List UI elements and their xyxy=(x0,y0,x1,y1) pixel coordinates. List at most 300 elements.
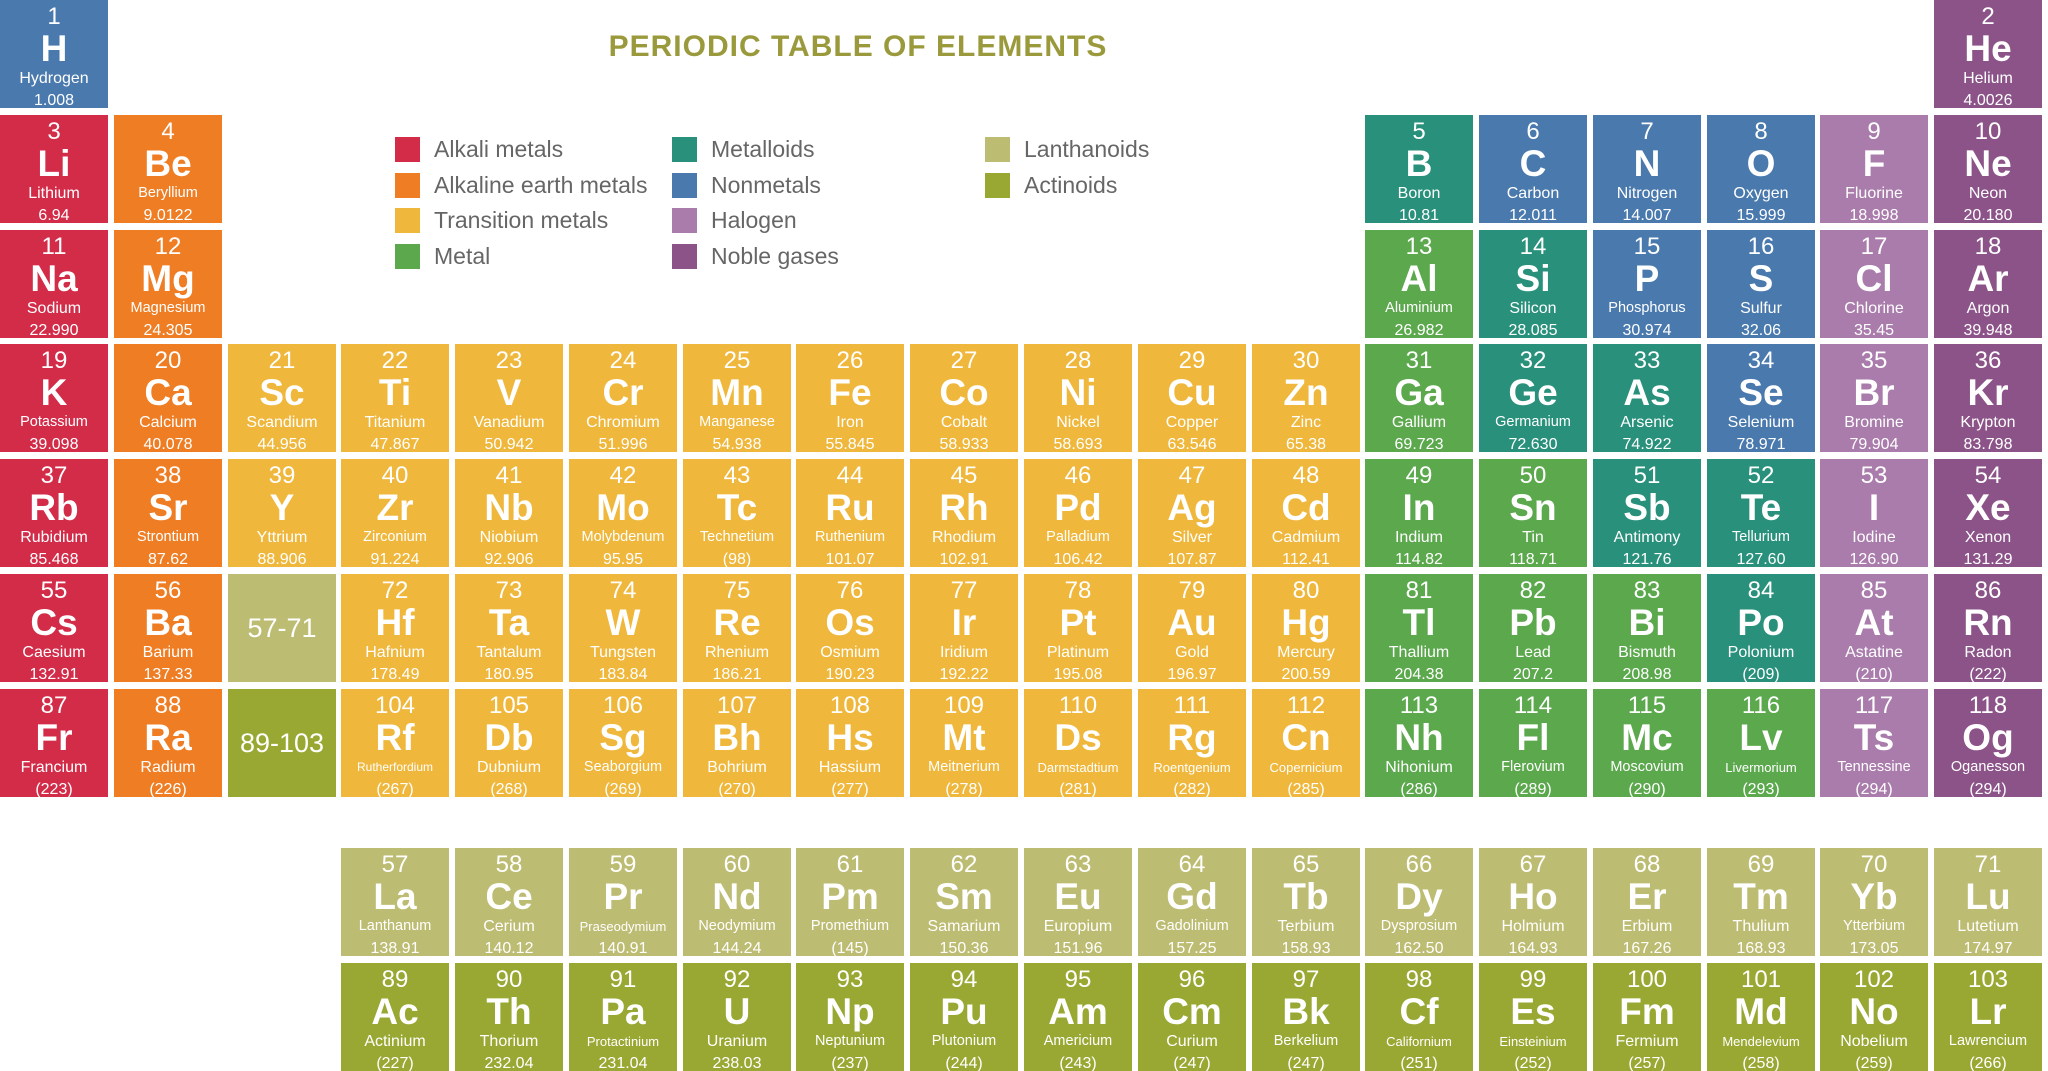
atomic-number: 25 xyxy=(723,347,751,374)
atomic-mass: 14.007 xyxy=(1622,207,1672,224)
element-cell-Nh xyxy=(1365,689,1473,797)
element-name: Potassium xyxy=(20,414,88,430)
element-name: Iridium xyxy=(939,644,988,661)
element-name: Nihonium xyxy=(1385,759,1453,776)
atomic-mass: 47.867 xyxy=(370,436,420,453)
atomic-number: 29 xyxy=(1178,347,1206,374)
element-symbol: C xyxy=(1519,143,1547,184)
element-cell-Ru xyxy=(796,459,904,567)
element-name: Platinum xyxy=(1046,644,1110,661)
element-cell-Pt xyxy=(1024,574,1132,682)
element-cell-Dy xyxy=(1365,848,1473,956)
atomic-mass: 4.0026 xyxy=(1963,92,2013,109)
atomic-mass: 78.971 xyxy=(1736,436,1786,453)
element-cell-Si xyxy=(1479,230,1587,338)
atomic-number: 67 xyxy=(1519,851,1547,878)
element-symbol: Nb xyxy=(484,487,534,528)
element-symbol: Rb xyxy=(29,487,79,528)
atomic-mass: (226) xyxy=(149,781,187,798)
atomic-number: 97 xyxy=(1292,966,1320,993)
element-cell-Ir xyxy=(910,574,1018,682)
element-cell-Pb xyxy=(1479,574,1587,682)
atomic-number: 94 xyxy=(950,966,978,993)
legend-swatch-actinoid xyxy=(985,173,1010,198)
atomic-number: 80 xyxy=(1292,577,1320,604)
atomic-mass: 22.990 xyxy=(29,322,79,339)
element-name: Cadmium xyxy=(1271,529,1341,546)
element-name: Magnesium xyxy=(130,300,206,316)
atomic-mass: 35.45 xyxy=(1853,322,1895,339)
atomic-number: 71 xyxy=(1974,851,2002,878)
element-name: Moscovium xyxy=(1610,759,1684,775)
element-cell-Be xyxy=(114,115,222,223)
element-cell-Cn xyxy=(1252,689,1360,797)
element-symbol: N xyxy=(1633,143,1661,184)
atomic-number: 63 xyxy=(1064,851,1092,878)
element-cell-Pu xyxy=(910,963,1018,1071)
legend-item-alkaline xyxy=(395,172,648,199)
element-cell-Ta xyxy=(455,574,563,682)
atomic-number: 75 xyxy=(723,577,751,604)
element-symbol: Sg xyxy=(599,717,647,758)
element-cell-Au xyxy=(1138,574,1246,682)
element-cell-Rg xyxy=(1138,689,1246,797)
element-name: Bohrium xyxy=(707,759,767,776)
element-symbol: Be xyxy=(144,143,192,184)
element-symbol: I xyxy=(1868,487,1880,528)
element-name: Thulium xyxy=(1732,918,1790,935)
legend-label: Alkaline earth metals xyxy=(434,172,648,198)
atomic-mass: (247) xyxy=(1287,1055,1325,1071)
element-name: Niobium xyxy=(479,529,539,546)
atomic-mass: (270) xyxy=(718,781,756,798)
atomic-mass: (290) xyxy=(1628,781,1666,798)
atomic-number: 102 xyxy=(1853,966,1895,993)
atomic-mass: 28.085 xyxy=(1508,322,1558,339)
element-symbol: La xyxy=(373,876,417,917)
element-name: Caesium xyxy=(22,644,86,661)
element-cell-Mo xyxy=(569,459,677,567)
element-name: Boron xyxy=(1397,185,1441,202)
element-name: Sulfur xyxy=(1740,300,1782,317)
element-cell-Mc xyxy=(1593,689,1701,797)
atomic-mass: (258) xyxy=(1742,1055,1780,1071)
element-name: Mercury xyxy=(1277,644,1335,661)
atomic-mass: 20.180 xyxy=(1963,207,2013,224)
element-name: Indium xyxy=(1394,529,1444,546)
atomic-number: 76 xyxy=(836,577,864,604)
element-cell-Ba xyxy=(114,574,222,682)
atomic-number: 55 xyxy=(40,577,68,604)
atomic-mass: 26.982 xyxy=(1394,322,1444,339)
element-cell-Bh xyxy=(683,689,791,797)
legend-item-lanthanoid xyxy=(985,136,1149,163)
atomic-mass: (282) xyxy=(1173,781,1211,798)
element-name: Gold xyxy=(1175,644,1209,661)
atomic-number: 1 xyxy=(47,3,61,30)
atomic-number: 52 xyxy=(1747,462,1775,489)
element-symbol: Xe xyxy=(1965,487,2011,528)
element-cell-Db xyxy=(455,689,563,797)
element-cell-Lu xyxy=(1934,848,2042,956)
atomic-mass: 24.305 xyxy=(143,322,193,339)
atomic-number: 70 xyxy=(1860,851,1888,878)
atomic-number: 99 xyxy=(1519,966,1547,993)
element-cell-Ge xyxy=(1479,344,1587,452)
atomic-number: 33 xyxy=(1633,347,1661,374)
element-cell-Bi xyxy=(1593,574,1701,682)
legend-label: Nonmetals xyxy=(711,172,821,198)
element-name: Einsteinium xyxy=(1499,1034,1567,1049)
element-symbol: Pa xyxy=(600,991,646,1032)
element-cell-Ac xyxy=(341,963,449,1071)
atomic-mass: (227) xyxy=(376,1055,414,1071)
element-name: Lead xyxy=(1515,644,1551,661)
atomic-mass: (286) xyxy=(1400,781,1438,798)
atomic-number: 60 xyxy=(723,851,751,878)
atomic-number: 81 xyxy=(1405,577,1433,604)
element-cell-Fe xyxy=(796,344,904,452)
atomic-mass: (278) xyxy=(945,781,983,798)
element-symbol: S xyxy=(1748,258,1774,299)
element-symbol: Th xyxy=(486,991,532,1032)
atomic-mass: 231.04 xyxy=(598,1055,648,1071)
element-name: Rhenium xyxy=(704,644,770,661)
atomic-number: 117 xyxy=(1854,692,1894,719)
element-symbol: Ne xyxy=(1964,143,2012,184)
legend-swatch-nonmetal xyxy=(672,173,697,198)
element-symbol: Mt xyxy=(942,717,986,758)
element-symbol: Fl xyxy=(1516,717,1550,758)
element-cell-Ho xyxy=(1479,848,1587,956)
atomic-mass: 150.36 xyxy=(939,940,989,957)
element-cell-Ra xyxy=(114,689,222,797)
atomic-mass: 51.996 xyxy=(598,436,648,453)
element-symbol: Mo xyxy=(596,487,650,528)
atomic-mass: 44.956 xyxy=(257,436,307,453)
atomic-number: 118 xyxy=(1968,692,2008,719)
atomic-mass: 55.845 xyxy=(825,436,875,453)
element-symbol: Ru xyxy=(825,487,875,528)
atomic-mass: 114.82 xyxy=(1395,551,1443,568)
element-cell-Lr xyxy=(1934,963,2042,1071)
element-name: Meitnerium xyxy=(928,759,1000,775)
element-symbol: Po xyxy=(1737,602,1785,643)
element-name: Roentgenium xyxy=(1153,760,1231,775)
atomic-number: 113 xyxy=(1399,692,1439,719)
atomic-number: 104 xyxy=(374,692,416,719)
element-cell-Sb xyxy=(1593,459,1701,567)
element-symbol: Fr xyxy=(35,717,73,758)
atomic-number: 103 xyxy=(1967,966,2009,993)
element-name: Germanium xyxy=(1495,414,1571,430)
atomic-mass: 10.81 xyxy=(1398,207,1440,224)
element-symbol: Bk xyxy=(1282,991,1330,1032)
atomic-number: 31 xyxy=(1405,347,1433,374)
atomic-mass: 121.76 xyxy=(1622,551,1672,568)
element-symbol: Pt xyxy=(1059,602,1097,643)
element-name: Hafnium xyxy=(365,644,425,661)
atomic-mass: 6.94 xyxy=(38,207,70,224)
element-symbol: Co xyxy=(939,372,989,413)
element-symbol: Cs xyxy=(30,602,78,643)
atomic-number: 69 xyxy=(1747,851,1775,878)
element-name: Flerovium xyxy=(1501,759,1565,775)
legend-swatch-noble xyxy=(672,244,697,269)
atomic-number: 65 xyxy=(1292,851,1320,878)
legend-swatch-lanthanoid xyxy=(985,137,1010,162)
atomic-mass: 140.12 xyxy=(484,940,534,957)
element-cell-Er xyxy=(1593,848,1701,956)
atomic-mass: 168.93 xyxy=(1736,940,1786,957)
atomic-number: 24 xyxy=(609,347,637,374)
atomic-mass: 131.29 xyxy=(1963,551,2013,568)
atomic-number: 20 xyxy=(154,347,182,374)
element-name: Argon xyxy=(1966,300,2010,317)
atomic-mass: 173.05 xyxy=(1849,940,1899,957)
atomic-mass: (243) xyxy=(1059,1055,1097,1071)
atomic-mass: 9.0122 xyxy=(143,207,193,224)
legend-label: Halogen xyxy=(711,207,797,233)
atomic-mass: (259) xyxy=(1855,1055,1893,1071)
element-cell-Cl xyxy=(1820,230,1928,338)
element-symbol: W xyxy=(605,602,641,643)
element-name: Bromine xyxy=(1844,414,1904,431)
element-name: Plutonium xyxy=(931,1033,997,1049)
element-symbol: H xyxy=(40,28,68,69)
atomic-number: 35 xyxy=(1860,347,1888,374)
element-name: Molybdenum xyxy=(581,529,665,545)
legend-item-halogen xyxy=(672,207,797,234)
atomic-mass: 1.008 xyxy=(33,92,75,109)
atomic-mass: (285) xyxy=(1287,781,1325,798)
atomic-mass: 88.906 xyxy=(257,551,307,568)
legend-label: Transition metals xyxy=(434,207,609,233)
element-symbol: Cl xyxy=(1855,258,1893,299)
element-symbol: Re xyxy=(713,602,761,643)
element-symbol: Zr xyxy=(376,487,414,528)
element-cell-Os xyxy=(796,574,904,682)
placeholder-cell-89-103: 89-103 xyxy=(228,689,336,797)
element-symbol: Hf xyxy=(375,602,415,643)
atomic-mass: (210) xyxy=(1855,666,1893,683)
element-symbol: Li xyxy=(37,143,71,184)
element-symbol: B xyxy=(1405,143,1433,184)
element-symbol: Cr xyxy=(602,372,644,413)
element-symbol: Zn xyxy=(1283,372,1329,413)
atomic-number: 82 xyxy=(1519,577,1547,604)
element-cell-Ca xyxy=(114,344,222,452)
element-name: Darmstadtium xyxy=(1037,760,1119,775)
element-name: Carbon xyxy=(1506,185,1560,202)
element-cell-Hs xyxy=(796,689,904,797)
element-symbol: O xyxy=(1746,143,1776,184)
element-name: Fluorine xyxy=(1845,185,1903,202)
atomic-number: 101 xyxy=(1740,966,1782,993)
element-cell-Li xyxy=(0,115,108,223)
element-symbol: Hs xyxy=(826,717,874,758)
element-name: Gadolinium xyxy=(1155,918,1229,934)
atomic-mass: (247) xyxy=(1173,1055,1211,1071)
element-symbol: Cu xyxy=(1167,372,1217,413)
atomic-number: 30 xyxy=(1292,347,1320,374)
element-cell-Se xyxy=(1707,344,1815,452)
element-name: Nitrogen xyxy=(1616,185,1678,202)
element-name: Vanadium xyxy=(473,414,545,431)
element-symbol: Se xyxy=(1738,372,1784,413)
atomic-number: 58 xyxy=(495,851,523,878)
element-symbol: V xyxy=(496,372,522,413)
element-symbol: Lr xyxy=(1969,991,2007,1032)
atomic-number: 22 xyxy=(381,347,409,374)
atomic-mass: 69.723 xyxy=(1394,436,1444,453)
atomic-mass: 127.60 xyxy=(1736,551,1786,568)
atomic-mass: 107.87 xyxy=(1167,551,1217,568)
atomic-number: 116 xyxy=(1741,692,1781,719)
atomic-number: 59 xyxy=(609,851,637,878)
atomic-mass: 238.03 xyxy=(712,1055,762,1071)
atomic-mass: 74.922 xyxy=(1622,436,1672,453)
element-name: Actinium xyxy=(364,1033,426,1050)
element-name: Tantalum xyxy=(476,644,542,661)
element-name: Californium xyxy=(1386,1034,1452,1049)
atomic-number: 16 xyxy=(1747,233,1775,260)
element-name: Lawrencium xyxy=(1948,1033,2028,1049)
element-cell-Sn xyxy=(1479,459,1587,567)
atomic-mass: 186.21 xyxy=(712,666,762,683)
atomic-number: 57 xyxy=(381,851,409,878)
atomic-mass: 137.33 xyxy=(143,666,193,683)
atomic-number: 61 xyxy=(836,851,864,878)
atomic-number: 43 xyxy=(723,462,751,489)
element-cell-Sc xyxy=(228,344,336,452)
element-cell-Te xyxy=(1707,459,1815,567)
element-name: Tellurium xyxy=(1731,529,1790,545)
atomic-mass: 167.26 xyxy=(1622,940,1672,957)
atomic-number: 79 xyxy=(1178,577,1206,604)
atomic-number: 42 xyxy=(609,462,637,489)
element-name: Sodium xyxy=(26,300,82,317)
element-symbol: In xyxy=(1402,487,1436,528)
element-cell-Ti xyxy=(341,344,449,452)
element-name: Cobalt xyxy=(940,414,988,431)
atomic-number: 83 xyxy=(1633,577,1661,604)
element-cell-V xyxy=(455,344,563,452)
atomic-mass: 18.998 xyxy=(1849,207,1899,224)
element-symbol: Mg xyxy=(141,258,195,299)
atomic-mass: 151.96 xyxy=(1053,940,1103,957)
element-cell-Kr xyxy=(1934,344,2042,452)
atomic-number: 40 xyxy=(381,462,409,489)
atomic-mass: (223) xyxy=(35,781,73,798)
element-name: Neptunium xyxy=(814,1033,886,1049)
atomic-number: 50 xyxy=(1519,462,1547,489)
element-symbol: Na xyxy=(30,258,78,299)
element-symbol: Kr xyxy=(1967,372,2009,413)
atomic-mass: (145) xyxy=(831,940,869,957)
element-symbol: Dy xyxy=(1395,876,1443,917)
atomic-number: 9 xyxy=(1867,118,1881,145)
atomic-number: 56 xyxy=(154,577,182,604)
element-symbol: P xyxy=(1634,258,1660,299)
atomic-mass: (267) xyxy=(376,781,414,798)
element-symbol: Gd xyxy=(1166,876,1218,917)
element-cell-Re xyxy=(683,574,791,682)
atomic-mass: 39.948 xyxy=(1963,322,2013,339)
element-symbol: Ag xyxy=(1167,487,1217,528)
element-cell-Pr xyxy=(569,848,677,956)
element-symbol: Fe xyxy=(828,372,872,413)
atomic-number: 98 xyxy=(1405,966,1433,993)
atomic-mass: (237) xyxy=(831,1055,869,1071)
element-cell-Zr xyxy=(341,459,449,567)
atomic-number: 72 xyxy=(381,577,409,604)
atomic-mass: 15.999 xyxy=(1736,207,1786,224)
legend-label: Metal xyxy=(434,243,491,269)
atomic-number: 48 xyxy=(1292,462,1320,489)
atomic-number: 37 xyxy=(40,462,68,489)
element-cell-Am xyxy=(1024,963,1132,1071)
element-name: Titanium xyxy=(364,414,426,431)
element-cell-Hg xyxy=(1252,574,1360,682)
element-name: Neodymium xyxy=(698,918,776,934)
atomic-mass: 192.22 xyxy=(939,666,989,683)
element-cell-Eu xyxy=(1024,848,1132,956)
element-name: Thallium xyxy=(1388,644,1450,661)
atomic-number: 5 xyxy=(1412,118,1426,145)
element-cell-Br xyxy=(1820,344,1928,452)
element-name: Hassium xyxy=(818,759,882,776)
atomic-number: 110 xyxy=(1058,692,1098,719)
element-symbol: Es xyxy=(1510,991,1556,1032)
element-name: Tin xyxy=(1522,529,1544,546)
element-symbol: Hg xyxy=(1281,602,1331,643)
atomic-number: 87 xyxy=(40,692,68,719)
element-symbol: Ca xyxy=(144,372,192,413)
element-name: Polonium xyxy=(1727,644,1795,661)
element-name: Mendelevium xyxy=(1722,1034,1800,1049)
element-cell-H xyxy=(0,0,108,108)
element-name: Iodine xyxy=(1852,529,1896,546)
element-name: Rubidium xyxy=(20,529,88,546)
element-cell-W xyxy=(569,574,677,682)
element-symbol: Ni xyxy=(1059,372,1097,413)
atomic-mass: 208.98 xyxy=(1622,666,1672,683)
element-cell-I xyxy=(1820,459,1928,567)
element-name: Bismuth xyxy=(1618,644,1676,661)
atomic-number: 23 xyxy=(495,347,523,374)
atomic-mass: 87.62 xyxy=(147,551,189,568)
element-symbol: Au xyxy=(1167,602,1217,643)
atomic-mass: 95.95 xyxy=(602,551,644,568)
atomic-number: 90 xyxy=(495,966,523,993)
element-symbol: Og xyxy=(1962,717,2014,758)
element-symbol: Pm xyxy=(821,876,879,917)
atomic-mass: (251) xyxy=(1400,1055,1438,1071)
element-name: Cerium xyxy=(483,918,535,935)
element-cell-Fm xyxy=(1593,963,1701,1071)
atomic-mass: 65.38 xyxy=(1285,436,1327,453)
atomic-mass: (257) xyxy=(1628,1055,1666,1071)
element-cell-Pa xyxy=(569,963,677,1071)
element-name: Europium xyxy=(1043,918,1113,935)
element-name: Palladium xyxy=(1046,529,1110,545)
atomic-mass: (277) xyxy=(831,781,869,798)
element-cell-Xe xyxy=(1934,459,2042,567)
atomic-number: 96 xyxy=(1178,966,1206,993)
element-name: Thorium xyxy=(479,1033,539,1050)
atomic-mass: 58.693 xyxy=(1053,436,1103,453)
